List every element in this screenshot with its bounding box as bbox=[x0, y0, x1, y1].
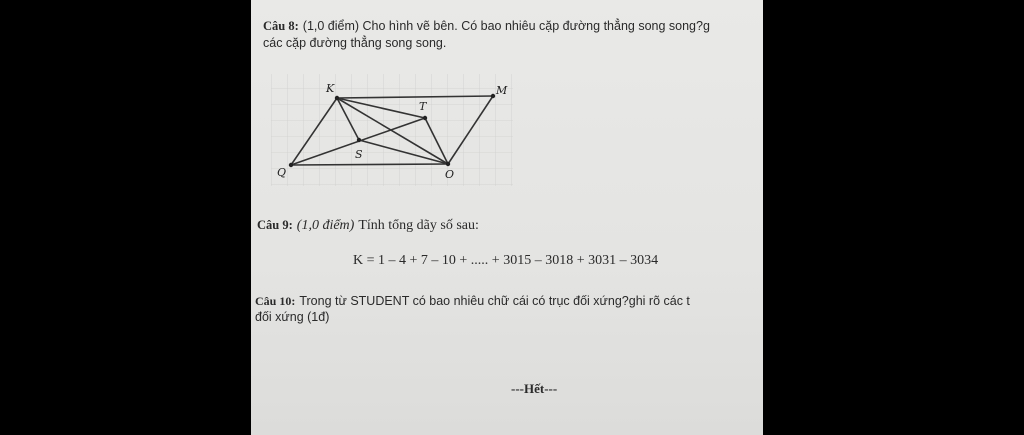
question-9-formula: K = 1 – 4 + 7 – 10 + ..... + 3015 – 3018 + 3031 – 3034 bbox=[353, 253, 659, 268]
label-O: O bbox=[445, 168, 455, 181]
segment-QO bbox=[291, 164, 448, 165]
vertex-S bbox=[357, 138, 361, 142]
label-T: T bbox=[419, 100, 427, 113]
label-M: M bbox=[496, 84, 508, 97]
label-K: K bbox=[326, 82, 335, 95]
question-9-points: (1,0 điểm) bbox=[296, 218, 355, 233]
exam-paper bbox=[251, 0, 763, 435]
question-10-line-1 bbox=[255, 292, 690, 310]
question-9-number: Câu 9: bbox=[257, 218, 293, 232]
question-9-text: Tính tổng dãy số sau: bbox=[358, 218, 479, 233]
question-8-text: (1,0 điểm) Cho hình vẽ bên. Có bao nhiêu cặp đường thẳng song song?g bbox=[302, 19, 710, 33]
question-9-line bbox=[257, 216, 479, 234]
question-8-number: Câu 8: bbox=[263, 19, 299, 33]
label-S: S bbox=[355, 148, 363, 161]
end-marker: ---Hết--- bbox=[511, 381, 558, 396]
question-10-number: Câu 10: bbox=[255, 294, 296, 308]
vertex-O bbox=[446, 162, 450, 166]
parallelogram-figure bbox=[271, 72, 531, 192]
vertex-Q bbox=[289, 163, 293, 167]
question-10-text: Trong từ STUDENT có bao nhiêu chữ cái có trục đối xứng?ghi rõ các t bbox=[299, 294, 690, 308]
question-10-line-2: đối xứng (1đ) bbox=[255, 310, 330, 324]
vertex-K bbox=[335, 96, 339, 100]
question-8-line-1 bbox=[263, 17, 710, 35]
vertex-T bbox=[423, 116, 427, 120]
vertex-M bbox=[491, 94, 495, 98]
label-Q: Q bbox=[277, 166, 287, 179]
question-8-line-2: các cặp đường thẳng song song. bbox=[263, 36, 447, 50]
